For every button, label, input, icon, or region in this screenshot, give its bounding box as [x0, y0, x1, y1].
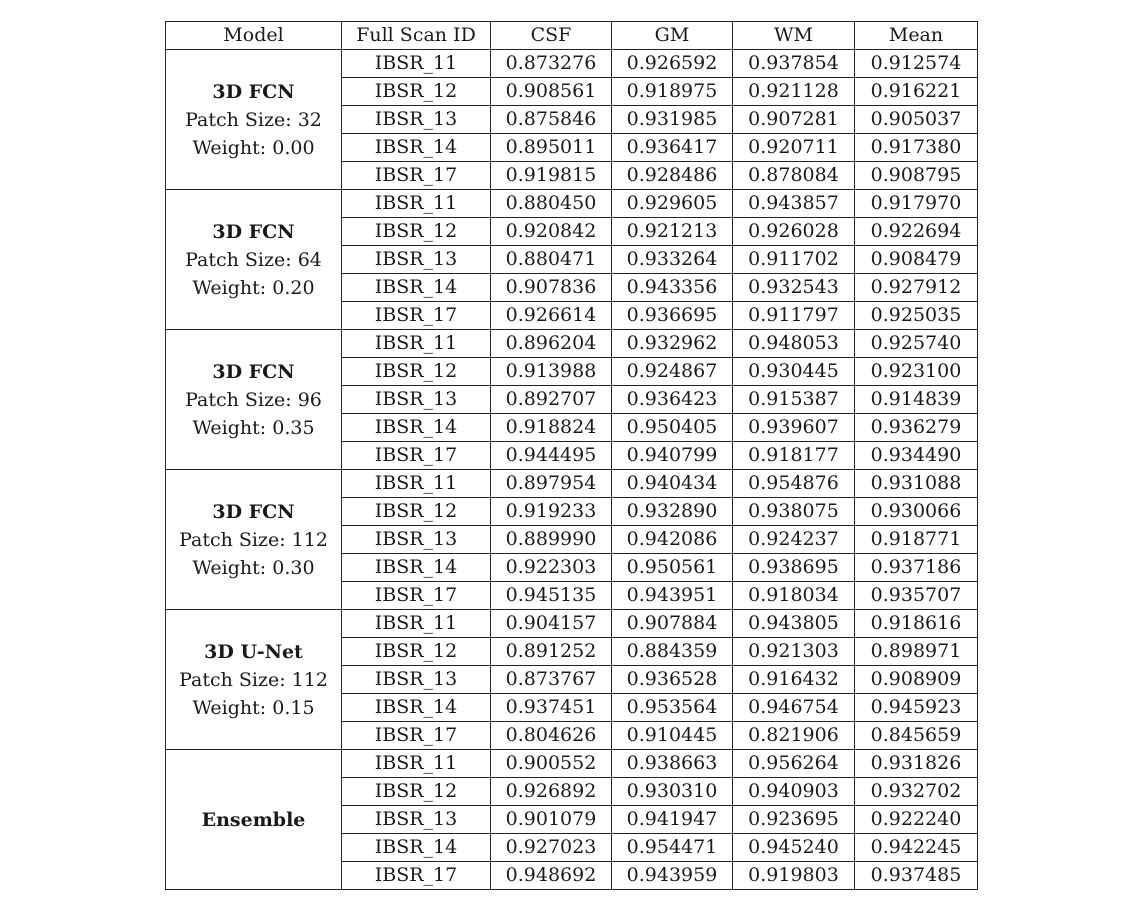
wm-cell: 0.943805: [733, 610, 855, 638]
gm-cell: 0.910445: [612, 722, 733, 750]
scan-id-cell: IBSR_14: [342, 834, 491, 862]
results-table: [165, 21, 978, 890]
gm-cell: 0.950405: [612, 414, 733, 442]
mean-cell: 0.916221: [855, 78, 978, 106]
csf-cell: 0.918824: [491, 414, 612, 442]
wm-cell: 0.945240: [733, 834, 855, 862]
csf-cell: 0.907836: [491, 274, 612, 302]
model-patch-size: Patch Size: 96: [185, 388, 322, 411]
gm-cell: 0.924867: [612, 358, 733, 386]
gm-cell: 0.940799: [612, 442, 733, 470]
scan-id-cell: IBSR_14: [342, 414, 491, 442]
model-name: 3D FCN: [212, 220, 295, 243]
gm-cell: 0.928486: [612, 162, 733, 190]
mean-cell: 0.937485: [855, 862, 978, 890]
model-cell: [166, 50, 342, 190]
model-weight: Weight: 0.15: [192, 696, 315, 719]
gm-cell: 0.907884: [612, 610, 733, 638]
header-mean: Mean: [855, 22, 978, 50]
model-weight: Weight: 0.35: [192, 416, 315, 439]
scan-id-cell: IBSR_12: [342, 358, 491, 386]
gm-cell: 0.936423: [612, 386, 733, 414]
gm-cell: 0.936417: [612, 134, 733, 162]
mean-cell: 0.931088: [855, 470, 978, 498]
csf-cell: 0.919233: [491, 498, 612, 526]
gm-cell: 0.950561: [612, 554, 733, 582]
scan-id-cell: IBSR_17: [342, 302, 491, 330]
mean-cell: 0.925740: [855, 330, 978, 358]
model-cell: [166, 470, 342, 610]
scan-id-cell: IBSR_13: [342, 526, 491, 554]
csf-cell: 0.891252: [491, 638, 612, 666]
mean-cell: 0.932702: [855, 778, 978, 806]
mean-cell: 0.925035: [855, 302, 978, 330]
gm-cell: 0.953564: [612, 694, 733, 722]
header-row: [166, 22, 978, 50]
csf-cell: 0.880450: [491, 190, 612, 218]
csf-cell: 0.873276: [491, 50, 612, 78]
wm-cell: 0.918177: [733, 442, 855, 470]
csf-cell: 0.889990: [491, 526, 612, 554]
wm-cell: 0.943857: [733, 190, 855, 218]
mean-cell: 0.936279: [855, 414, 978, 442]
csf-cell: 0.896204: [491, 330, 612, 358]
csf-cell: 0.892707: [491, 386, 612, 414]
gm-cell: 0.926592: [612, 50, 733, 78]
csf-cell: 0.944495: [491, 442, 612, 470]
csf-cell: 0.937451: [491, 694, 612, 722]
gm-cell: 0.936528: [612, 666, 733, 694]
scan-id-cell: IBSR_14: [342, 134, 491, 162]
scan-id-cell: IBSR_13: [342, 666, 491, 694]
gm-cell: 0.932890: [612, 498, 733, 526]
scan-id-cell: IBSR_17: [342, 162, 491, 190]
model-patch-size: Patch Size: 32: [185, 108, 322, 131]
csf-cell: 0.904157: [491, 610, 612, 638]
csf-cell: 0.919815: [491, 162, 612, 190]
csf-cell: 0.920842: [491, 218, 612, 246]
model-weight: Weight: 0.20: [192, 276, 315, 299]
wm-cell: 0.911702: [733, 246, 855, 274]
mean-cell: 0.898971: [855, 638, 978, 666]
gm-cell: 0.932962: [612, 330, 733, 358]
csf-cell: 0.922303: [491, 554, 612, 582]
scan-id-cell: IBSR_11: [342, 50, 491, 78]
wm-cell: 0.918034: [733, 582, 855, 610]
mean-cell: 0.931826: [855, 750, 978, 778]
table-row: [166, 470, 978, 498]
csf-cell: 0.897954: [491, 470, 612, 498]
table-row: [166, 190, 978, 218]
gm-cell: 0.918975: [612, 78, 733, 106]
mean-cell: 0.908795: [855, 162, 978, 190]
wm-cell: 0.939607: [733, 414, 855, 442]
model-cell: [166, 190, 342, 330]
mean-cell: 0.845659: [855, 722, 978, 750]
table-row: [166, 750, 978, 778]
gm-cell: 0.933264: [612, 246, 733, 274]
scan-id-cell: IBSR_14: [342, 694, 491, 722]
gm-cell: 0.954471: [612, 834, 733, 862]
csf-cell: 0.880471: [491, 246, 612, 274]
model-cell: [166, 610, 342, 750]
scan-id-cell: IBSR_11: [342, 470, 491, 498]
csf-cell: 0.913988: [491, 358, 612, 386]
gm-cell: 0.884359: [612, 638, 733, 666]
mean-cell: 0.945923: [855, 694, 978, 722]
gm-cell: 0.943959: [612, 862, 733, 890]
header-gm: GM: [612, 22, 733, 50]
scan-id-cell: IBSR_11: [342, 750, 491, 778]
mean-cell: 0.935707: [855, 582, 978, 610]
scan-id-cell: IBSR_12: [342, 638, 491, 666]
table-row: [166, 610, 978, 638]
wm-cell: 0.946754: [733, 694, 855, 722]
model-cell: [166, 750, 342, 890]
csf-cell: 0.927023: [491, 834, 612, 862]
wm-cell: 0.878084: [733, 162, 855, 190]
scan-id-cell: IBSR_13: [342, 246, 491, 274]
model-weight: Weight: 0.00: [192, 136, 315, 159]
mean-cell: 0.923100: [855, 358, 978, 386]
mean-cell: 0.912574: [855, 50, 978, 78]
csf-cell: 0.804626: [491, 722, 612, 750]
mean-cell: 0.917380: [855, 134, 978, 162]
header-wm: WM: [733, 22, 855, 50]
mean-cell: 0.930066: [855, 498, 978, 526]
wm-cell: 0.956264: [733, 750, 855, 778]
csf-cell: 0.908561: [491, 78, 612, 106]
header-model: Model: [166, 22, 342, 50]
header-full-scan-id: Full Scan ID: [342, 22, 491, 50]
mean-cell: 0.922240: [855, 806, 978, 834]
wm-cell: 0.954876: [733, 470, 855, 498]
csf-cell: 0.873767: [491, 666, 612, 694]
scan-id-cell: IBSR_13: [342, 386, 491, 414]
scan-id-cell: IBSR_14: [342, 274, 491, 302]
model-name: 3D FCN: [212, 500, 295, 523]
wm-cell: 0.919803: [733, 862, 855, 890]
mean-cell: 0.922694: [855, 218, 978, 246]
wm-cell: 0.911797: [733, 302, 855, 330]
wm-cell: 0.920711: [733, 134, 855, 162]
scan-id-cell: IBSR_17: [342, 442, 491, 470]
gm-cell: 0.929605: [612, 190, 733, 218]
header-csf: CSF: [491, 22, 612, 50]
scan-id-cell: IBSR_11: [342, 190, 491, 218]
wm-cell: 0.907281: [733, 106, 855, 134]
gm-cell: 0.942086: [612, 526, 733, 554]
gm-cell: 0.930310: [612, 778, 733, 806]
mean-cell: 0.937186: [855, 554, 978, 582]
scan-id-cell: IBSR_17: [342, 582, 491, 610]
table-row: [166, 50, 978, 78]
gm-cell: 0.936695: [612, 302, 733, 330]
table-row: [166, 330, 978, 358]
scan-id-cell: IBSR_12: [342, 778, 491, 806]
wm-cell: 0.948053: [733, 330, 855, 358]
model-name: 3D U-Net: [204, 640, 303, 663]
wm-cell: 0.915387: [733, 386, 855, 414]
scan-id-cell: IBSR_12: [342, 78, 491, 106]
mean-cell: 0.918616: [855, 610, 978, 638]
mean-cell: 0.917970: [855, 190, 978, 218]
csf-cell: 0.895011: [491, 134, 612, 162]
wm-cell: 0.937854: [733, 50, 855, 78]
model-patch-size: Patch Size: 112: [179, 528, 328, 551]
scan-id-cell: IBSR_17: [342, 862, 491, 890]
scan-id-cell: IBSR_17: [342, 722, 491, 750]
gm-cell: 0.940434: [612, 470, 733, 498]
scan-id-cell: IBSR_11: [342, 610, 491, 638]
mean-cell: 0.918771: [855, 526, 978, 554]
csf-cell: 0.875846: [491, 106, 612, 134]
csf-cell: 0.945135: [491, 582, 612, 610]
wm-cell: 0.924237: [733, 526, 855, 554]
csf-cell: 0.900552: [491, 750, 612, 778]
scan-id-cell: IBSR_13: [342, 806, 491, 834]
mean-cell: 0.905037: [855, 106, 978, 134]
scan-id-cell: IBSR_13: [342, 106, 491, 134]
csf-cell: 0.926892: [491, 778, 612, 806]
gm-cell: 0.943951: [612, 582, 733, 610]
gm-cell: 0.943356: [612, 274, 733, 302]
model-weight: Weight: 0.30: [192, 556, 315, 579]
wm-cell: 0.921303: [733, 638, 855, 666]
gm-cell: 0.938663: [612, 750, 733, 778]
csf-cell: 0.926614: [491, 302, 612, 330]
model-name: 3D FCN: [212, 360, 295, 383]
wm-cell: 0.938695: [733, 554, 855, 582]
model-cell: [166, 330, 342, 470]
mean-cell: 0.942245: [855, 834, 978, 862]
gm-cell: 0.931985: [612, 106, 733, 134]
csf-cell: 0.948692: [491, 862, 612, 890]
model-patch-size: Patch Size: 112: [179, 668, 328, 691]
mean-cell: 0.934490: [855, 442, 978, 470]
wm-cell: 0.926028: [733, 218, 855, 246]
model-name: 3D FCN: [212, 80, 295, 103]
wm-cell: 0.916432: [733, 666, 855, 694]
model-patch-size: Patch Size: 64: [185, 248, 322, 271]
scan-id-cell: IBSR_12: [342, 498, 491, 526]
mean-cell: 0.908909: [855, 666, 978, 694]
model-name: Ensemble: [201, 808, 306, 831]
mean-cell: 0.914839: [855, 386, 978, 414]
csf-cell: 0.901079: [491, 806, 612, 834]
scan-id-cell: IBSR_12: [342, 218, 491, 246]
scan-id-cell: IBSR_14: [342, 554, 491, 582]
wm-cell: 0.821906: [733, 722, 855, 750]
wm-cell: 0.932543: [733, 274, 855, 302]
wm-cell: 0.921128: [733, 78, 855, 106]
gm-cell: 0.921213: [612, 218, 733, 246]
table-body: [166, 50, 978, 890]
mean-cell: 0.927912: [855, 274, 978, 302]
wm-cell: 0.940903: [733, 778, 855, 806]
gm-cell: 0.941947: [612, 806, 733, 834]
mean-cell: 0.908479: [855, 246, 978, 274]
wm-cell: 0.930445: [733, 358, 855, 386]
wm-cell: 0.923695: [733, 806, 855, 834]
wm-cell: 0.938075: [733, 498, 855, 526]
scan-id-cell: IBSR_11: [342, 330, 491, 358]
